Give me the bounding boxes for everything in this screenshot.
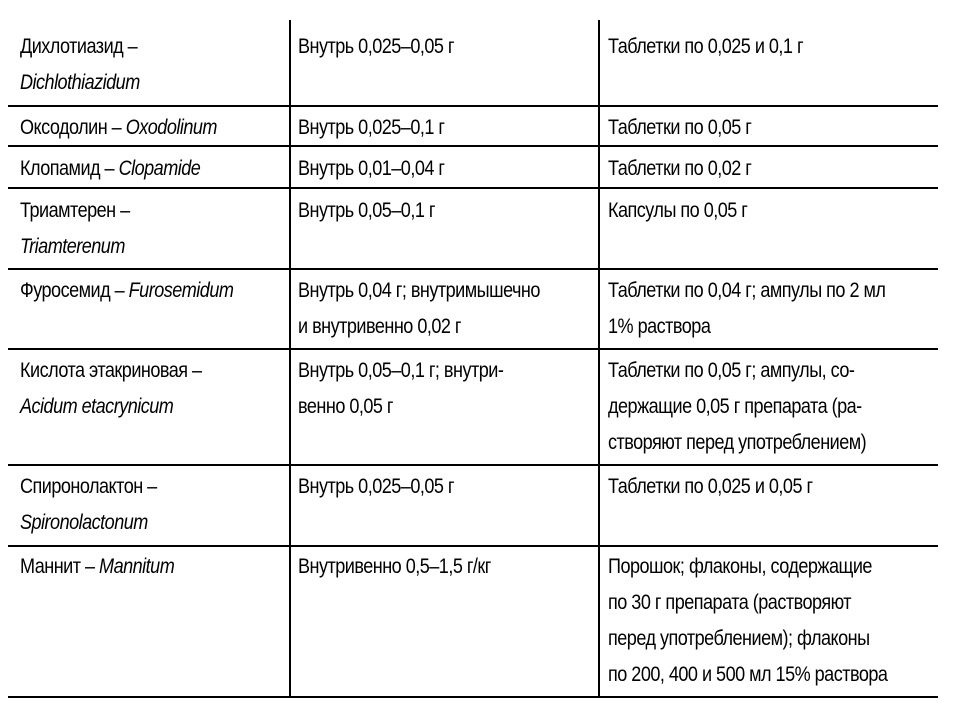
dose-line: Внутрь 0,05–0,1 г; внутри-	[298, 359, 504, 382]
table-row-6-dose	[298, 353, 599, 425]
form-line: Таблетки по 0,025 и 0,1 г	[608, 35, 804, 58]
row-divider-6	[8, 464, 938, 466]
form-line: держащие 0,05 г препарата (ра-	[608, 395, 862, 418]
drug-name-lat: Furosemidum	[128, 279, 234, 302]
drug-name-lat: Oxodolinum	[125, 116, 217, 139]
form-line: Капсулы по 0,05 г	[608, 199, 748, 222]
drug-name-lat: Triamterenum	[20, 235, 125, 258]
drug-name-ru: Триамтерен –	[20, 199, 130, 222]
table-row-8-dose	[298, 549, 599, 585]
dose-line: венно 0,05 г	[298, 395, 394, 418]
drug-name-ru: Оксодолин –	[20, 116, 122, 139]
form-line: Таблетки по 0,05 г	[608, 116, 752, 139]
table-row-5-dose	[298, 273, 599, 345]
drug-name-ru: Маннит –	[20, 555, 95, 578]
table-row-3-name	[20, 151, 278, 187]
table-row-1-name	[20, 29, 278, 101]
column-divider-1	[289, 20, 291, 698]
table-row-8-form	[608, 549, 943, 693]
table-row-2-name	[20, 110, 278, 146]
table-row-6-name	[20, 353, 278, 425]
table-row-5-form	[608, 273, 943, 345]
drug-name-ru: Спиронолактон –	[20, 475, 157, 498]
table-row-7-name	[20, 469, 278, 541]
table-bottom-border	[8, 696, 938, 698]
drug-name-lat: Clopamide	[118, 157, 201, 180]
dose-line: Внутрь 0,025–0,05 г	[298, 475, 454, 498]
form-line: 1% раствора	[608, 315, 711, 338]
table-row-3-dose	[298, 151, 599, 187]
dose-line: Внутрь 0,025–0,1 г	[298, 116, 445, 139]
form-line: створяют перед употреблением)	[608, 431, 867, 454]
row-divider-7	[8, 545, 938, 547]
table-row-2-dose	[298, 110, 599, 146]
dose-line: Внутрь 0,04 г; внутримышечно	[298, 279, 540, 302]
dose-line: Внутрь 0,01–0,04 г	[298, 157, 445, 180]
row-divider-3	[8, 187, 938, 189]
form-line: перед употреблением); флаконы	[608, 627, 870, 650]
drug-name-lat: Acidum etacrynicum	[20, 395, 174, 418]
form-line: по 200, 400 и 500 мл 15% раствора	[608, 663, 888, 686]
form-line: Таблетки по 0,02 г	[608, 157, 752, 180]
table-row-1-dose	[298, 29, 599, 65]
table-row-8-name	[20, 549, 278, 585]
drug-name-lat: Dichlothiazidum	[20, 71, 140, 94]
table-row-1-form	[608, 29, 943, 65]
drug-name-lat: Spironolactonum	[20, 511, 148, 534]
table-row-7-dose	[298, 469, 599, 505]
drug-name-ru: Кислота этакриновая –	[20, 359, 202, 382]
form-line: Таблетки по 0,04 г; ампулы по 2 мл	[608, 279, 886, 302]
dose-line: Внутривенно 0,5–1,5 г/кг	[298, 555, 491, 578]
table-row-4-form	[608, 193, 943, 229]
dose-line: Внутрь 0,05–0,1 г	[298, 199, 435, 222]
drug-name-ru: Фуросемид –	[20, 279, 125, 302]
drug-name-lat: Mannitum	[99, 555, 175, 578]
table-row-3-form	[608, 151, 943, 187]
table-row-6-form	[608, 353, 943, 461]
form-line: Таблетки по 0,025 и 0,05 г	[608, 475, 813, 498]
drug-name-ru: Дихлотиазид –	[20, 35, 138, 58]
drug-name-ru: Клопамид –	[20, 157, 115, 180]
row-divider-4	[8, 268, 938, 270]
table-row-4-name	[20, 193, 278, 265]
form-line: Порошок; флаконы, содержащие	[608, 555, 872, 578]
dose-line: Внутрь 0,025–0,05 г	[298, 35, 454, 58]
form-line: по 30 г препарата (растворяют	[608, 591, 851, 614]
form-line: Таблетки по 0,05 г; ампулы, со-	[608, 359, 855, 382]
table-row-4-dose	[298, 193, 599, 229]
dose-line: и внутривенно 0,02 г	[298, 315, 461, 338]
table-row-7-form	[608, 469, 943, 505]
row-divider-1	[8, 105, 938, 107]
table-row-2-form	[608, 110, 943, 146]
row-divider-5	[8, 348, 938, 350]
table-row-5-name	[20, 273, 278, 309]
